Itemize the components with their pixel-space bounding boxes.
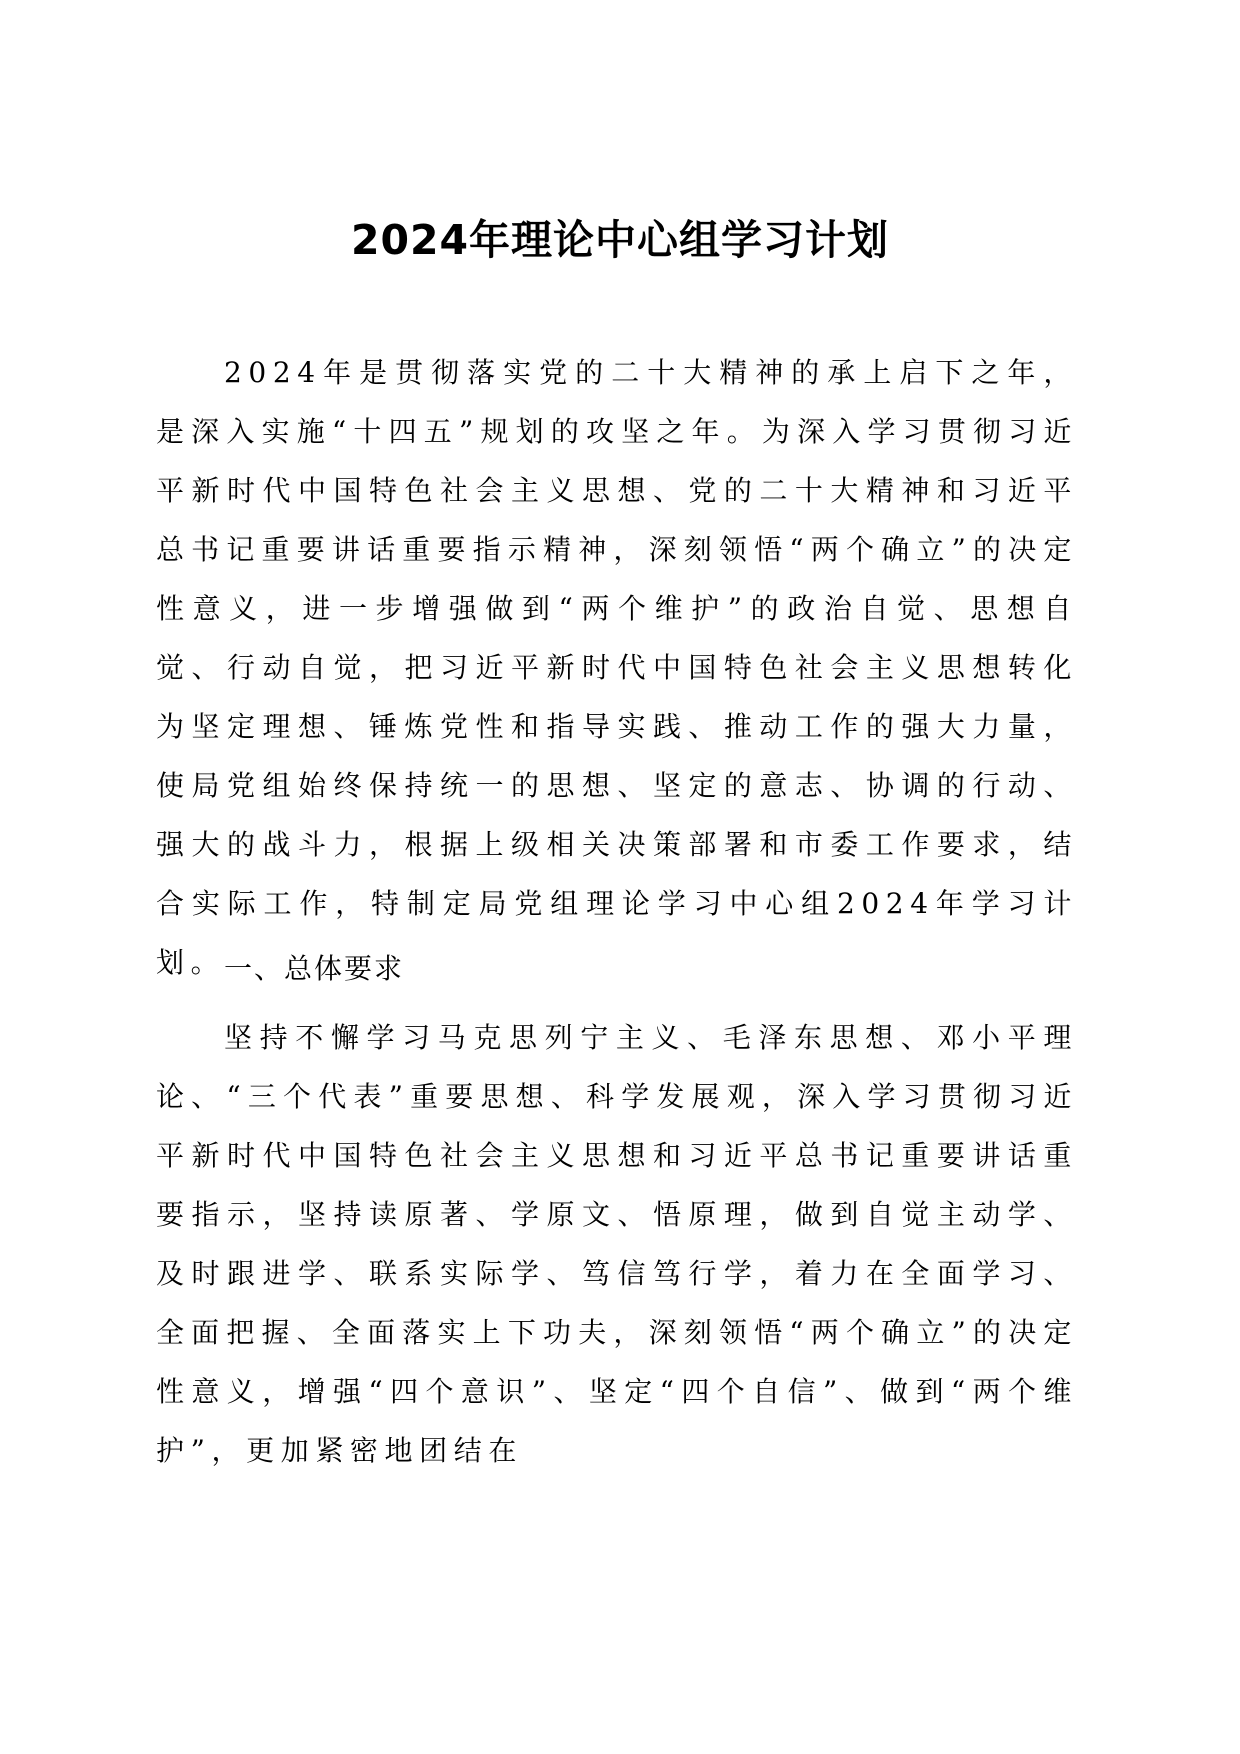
intro-paragraph: 2024年是贯彻落实党的二十大精神的承上启下之年，是深入实施“十四五”规划的攻坚之年。为深入学习贯彻习近平新时代中国特色社会主义思想、党的二十大精神和习近平总书记重要讲话重要指示精神，深刻领悟“两个确立”的决定性意义，进一步增强做到“两个维护”的政治自觉、思想自觉、行动自觉，把习近平新时代中国特色社会主义思想转化为坚定理想、锤炼党性和指导实践、推动工作的强大力量，使局党组始终保持统一的思想、坚定的意志、协调的行动、强大的战斗力，根据上级相关决策部署和市委工作要求，结合实际工作，特制定局党组理论学习中心组2024年学习计划。 (156, 356, 1078, 979)
section-heading: 一、总体要求 (224, 952, 405, 985)
document-title: 2024年理论中心组学习计划 (350, 216, 890, 264)
section-paragraph: 坚持不懈学习马克思列宁主义、毛泽东思想、邓小平理论、“三个代表”重要思想、科学发展观，深入学习贯彻习近平新时代中国特色社会主义思想和习近平总书记重要讲话重要指示，坚持读原著、学原文、悟原理，做到自觉主动学、及时跟进学、联系实际学、笃信笃行学，着力在全面学习、全面把握、全面落实上下功夫，深刻领悟“两个确立”的决定性意义，增强“四个意识”、坚定“四个自信”、做到“两个维护”，更加紧密地团结在 (156, 1021, 1078, 1467)
